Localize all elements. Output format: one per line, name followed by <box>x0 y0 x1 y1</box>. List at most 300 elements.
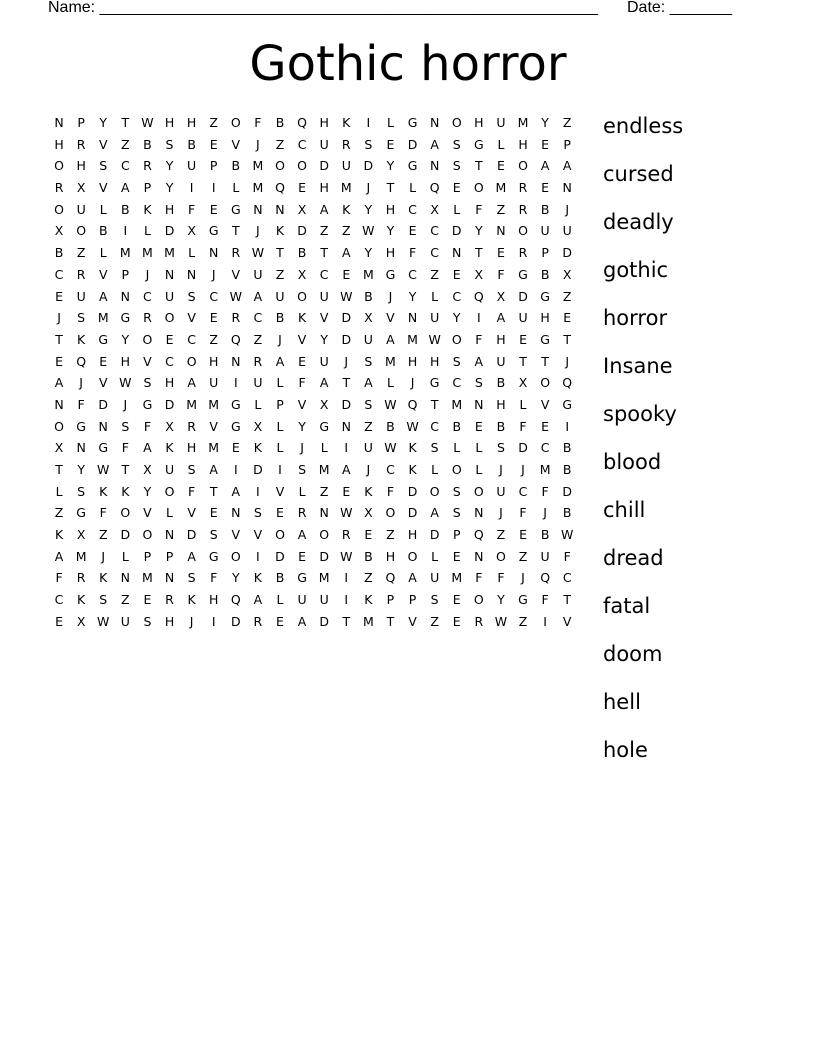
grid-letter: J <box>256 223 260 239</box>
grid-letter: A <box>496 310 506 326</box>
grid-letter: V <box>408 613 417 629</box>
grid-letter: B <box>562 440 572 456</box>
grid-letter: L <box>276 440 284 456</box>
grid-letter: U <box>209 375 219 391</box>
grid-letter: Z <box>496 201 506 217</box>
grid-letter: W <box>119 375 132 391</box>
grid-letter: W <box>406 418 419 434</box>
grid-letter: W <box>428 331 441 347</box>
grid-letter: D <box>319 613 329 629</box>
grid-letter: Z <box>121 592 130 608</box>
grid-letter: C <box>408 201 417 217</box>
grid-letter: J <box>256 136 260 152</box>
grid-letter: N <box>54 396 64 412</box>
grid-letter: G <box>518 592 528 608</box>
grid-letter: X <box>54 440 64 456</box>
grid-letter: I <box>256 548 260 564</box>
grid-letter: M <box>362 266 374 282</box>
grid-letter: X <box>143 462 152 477</box>
grid-letter: L <box>188 245 196 261</box>
grid-letter: D <box>341 310 352 326</box>
grid-letter: U <box>430 570 440 586</box>
grid-letter: Q <box>385 570 396 586</box>
grid-letter: K <box>408 440 417 456</box>
grid-letter: R <box>518 201 528 217</box>
grid-letter: U <box>164 462 175 477</box>
grid-letter: I <box>233 375 238 391</box>
grid-letter: N <box>429 115 440 130</box>
grid-letter: K <box>77 592 86 608</box>
grid-letter: R <box>297 505 307 521</box>
grid-letter: G <box>319 418 330 434</box>
grid-letter: J <box>211 266 216 282</box>
grid-letter: S <box>99 592 108 608</box>
grid-letter: H <box>54 136 64 152</box>
grid-letter: P <box>209 158 218 174</box>
grid-letter: H <box>540 310 550 326</box>
grid-letter: E <box>165 331 174 347</box>
grid-letter: F <box>497 266 505 282</box>
grid-letter: N <box>496 223 506 239</box>
grid-letter: S <box>187 570 196 586</box>
grid-letter: L <box>254 396 262 412</box>
grid-letter: H <box>186 440 197 456</box>
grid-letter: E <box>276 613 284 629</box>
grid-letter: X <box>76 613 86 629</box>
grid-letter: M <box>252 180 264 196</box>
grid-letter: S <box>452 505 461 521</box>
grid-letter: U <box>297 592 307 608</box>
grid-letter: A <box>143 440 152 456</box>
grid-letter: Y <box>452 310 461 326</box>
grid-letter: E <box>99 353 108 369</box>
grid-letter: U <box>319 353 329 369</box>
grid-letter: X <box>364 505 373 521</box>
grid-letter: G <box>142 396 153 412</box>
grid-letter: O <box>54 201 64 217</box>
grid-letter: D <box>407 505 418 521</box>
grid-letter: B <box>540 527 550 543</box>
grid-letter: E <box>209 136 218 152</box>
grid-letter: R <box>518 180 528 196</box>
grid-letter: V <box>143 505 152 521</box>
grid-letter: R <box>518 245 528 261</box>
grid-letter: P <box>143 548 152 564</box>
grid-letter: C <box>408 266 417 282</box>
grid-letter: M <box>451 570 463 586</box>
grid-letter: Z <box>430 266 439 282</box>
word-list-item: Insane <box>603 354 673 378</box>
grid-letter: S <box>77 310 86 326</box>
grid-letter: A <box>319 375 329 391</box>
grid-letter: Y <box>99 115 108 130</box>
grid-letter: U <box>341 158 351 174</box>
grid-letter: A <box>364 375 373 391</box>
grid-letter: H <box>385 548 396 564</box>
grid-letter: O <box>518 158 528 174</box>
grid-letter: C <box>452 288 462 304</box>
grid-letter: Y <box>541 115 549 130</box>
grid-letter: T <box>563 331 572 347</box>
grid-letter: E <box>143 592 152 608</box>
grid-letter: V <box>98 136 108 152</box>
grid-letter: X <box>430 201 439 217</box>
grid-letter: T <box>541 353 549 369</box>
grid-letter: H <box>209 592 219 608</box>
grid-letter: J <box>565 353 570 369</box>
grid-letter: W <box>251 245 265 261</box>
grid-letter: U <box>76 288 86 304</box>
grid-letter: Y <box>364 201 373 217</box>
grid-letter: Y <box>408 288 417 304</box>
grid-letter: K <box>364 592 373 608</box>
grid-letter: E <box>342 483 351 499</box>
grid-letter: B <box>121 201 130 217</box>
grid-letter: Q <box>230 331 241 347</box>
grid-letter: E <box>452 266 461 282</box>
grid-letter: N <box>186 266 197 282</box>
grid-letter: O <box>230 548 241 564</box>
name-line <box>48 0 598 19</box>
grid-letter: L <box>320 440 328 456</box>
grid-letter: N <box>407 310 418 326</box>
grid-letter: S <box>298 462 307 477</box>
grid-letter: Z <box>562 288 572 304</box>
grid-letter: E <box>519 331 527 347</box>
grid-letter: O <box>473 483 484 499</box>
grid-letter: F <box>475 331 483 347</box>
grid-letter: V <box>297 396 307 412</box>
grid-letter: A <box>540 158 550 174</box>
grid-letter: L <box>431 288 439 304</box>
grid-letter: B <box>386 418 395 434</box>
grid-letter: H <box>164 375 175 391</box>
grid-letter: E <box>209 201 218 217</box>
grid-letter: X <box>319 396 329 412</box>
grid-letter: B <box>540 266 550 282</box>
grid-letter: O <box>164 483 175 499</box>
grid-letter: T <box>55 462 63 477</box>
grid-letter: B <box>275 115 285 130</box>
grid-letter: W <box>340 288 353 304</box>
word-list-item: chill <box>603 498 646 522</box>
grid-letter: X <box>253 418 263 434</box>
grid-letter: H <box>186 115 197 130</box>
grid-letter: S <box>143 375 152 391</box>
grid-letter: B <box>187 136 196 152</box>
grid-letter: D <box>518 440 528 456</box>
grid-letter: H <box>209 353 219 369</box>
grid-letter: L <box>276 592 284 608</box>
grid-letter: X <box>76 527 86 543</box>
grid-letter: A <box>474 353 484 369</box>
grid-letter: P <box>276 396 284 412</box>
grid-letter: C <box>518 483 528 499</box>
grid-letter: F <box>298 375 306 391</box>
grid-letter: H <box>429 353 440 369</box>
grid-letter: E <box>298 180 307 196</box>
grid-letter: O <box>54 158 64 174</box>
grid-letter: Z <box>209 115 218 130</box>
grid-letter: K <box>165 440 174 456</box>
grid-letter: H <box>164 115 175 130</box>
grid-letter: R <box>253 353 263 369</box>
grid-letter: A <box>562 158 572 174</box>
grid-letter: A <box>187 375 196 391</box>
grid-letter: Y <box>386 158 395 174</box>
grid-letter: L <box>386 375 394 391</box>
name-label: Name: <box>48 0 96 16</box>
grid-letter: U <box>164 288 175 304</box>
grid-letter: Z <box>98 527 108 543</box>
grid-letter: V <box>319 310 329 326</box>
grid-letter: L <box>232 180 240 196</box>
grid-letter: G <box>208 223 219 239</box>
grid-letter: F <box>143 418 152 434</box>
grid-letter: L <box>166 505 173 521</box>
grid-letter: D <box>230 613 241 629</box>
grid-letter: O <box>186 353 197 369</box>
grid-letter: O <box>518 223 528 239</box>
grid-letter: I <box>211 613 216 629</box>
grid-letter: K <box>99 483 108 499</box>
grid-letter: L <box>298 483 306 499</box>
grid-letter: M <box>142 245 153 261</box>
grid-letter: N <box>562 180 572 196</box>
grid-letter: A <box>54 548 64 564</box>
grid-letter: Q <box>76 353 87 369</box>
grid-letter: R <box>231 245 241 261</box>
grid-letter: E <box>386 136 395 152</box>
grid-letter: C <box>54 592 64 608</box>
grid-letter: T <box>430 396 439 412</box>
grid-letter: J <box>410 375 415 391</box>
grid-letter: A <box>275 353 285 369</box>
grid-letter: K <box>297 310 307 326</box>
grid-letter: N <box>98 418 108 434</box>
grid-letter: G <box>120 310 131 326</box>
grid-letter: O <box>473 592 484 608</box>
grid-letter: I <box>565 418 570 434</box>
grid-letter: I <box>123 223 128 239</box>
grid-letter: Q <box>230 592 241 608</box>
grid-letter: T <box>342 375 351 391</box>
grid-letter: J <box>278 331 282 347</box>
grid-letter: Q <box>429 180 440 196</box>
grid-letter: M <box>318 462 330 477</box>
grid-letter: W <box>141 115 154 130</box>
grid-letter: A <box>121 180 130 196</box>
grid-letter: H <box>407 527 418 543</box>
grid-letter: T <box>475 245 483 261</box>
grid-letter: U <box>253 375 263 391</box>
word-list-item: endless <box>603 114 684 138</box>
grid-letter: Q <box>540 570 551 586</box>
grid-letter: U <box>319 592 329 608</box>
grid-letter: N <box>209 245 219 261</box>
grid-letter: L <box>475 440 483 456</box>
grid-letter: D <box>186 527 197 543</box>
grid-letter: E <box>55 613 63 629</box>
grid-letter: H <box>164 613 175 629</box>
grid-letter: Z <box>430 613 439 629</box>
date-line <box>627 0 732 19</box>
grid-letter: T <box>519 353 527 369</box>
grid-letter: D <box>407 136 418 152</box>
grid-letter: J <box>521 570 525 586</box>
word-list-item: doom <box>603 642 663 666</box>
grid-letter: G <box>385 266 396 282</box>
grid-letter: G <box>540 288 550 304</box>
grid-letter: D <box>164 396 175 412</box>
grid-letter: J <box>521 462 525 477</box>
grid-letter: L <box>99 245 107 261</box>
grid-letter: V <box>562 613 572 629</box>
grid-letter: V <box>98 180 108 196</box>
grid-letter: Q <box>562 375 573 391</box>
grid-letter: U <box>363 440 373 456</box>
grid-letter: N <box>120 570 130 586</box>
date-label: Date: <box>627 0 666 16</box>
grid-letter: E <box>55 288 63 304</box>
grid-letter: Y <box>231 570 240 586</box>
grid-letter: E <box>298 548 307 564</box>
grid-letter: S <box>187 462 196 477</box>
grid-letter: S <box>165 136 174 152</box>
grid-letter: Y <box>77 462 85 477</box>
grid-letter: R <box>54 180 64 196</box>
word-list-item: blood <box>603 450 662 474</box>
grid-letter: C <box>54 266 64 282</box>
grid-letter: J <box>388 288 393 304</box>
grid-letter: T <box>121 462 130 477</box>
grid-letter: O <box>164 310 175 326</box>
grid-letter: Q <box>407 396 418 412</box>
grid-letter: O <box>429 483 440 499</box>
grid-letter: E <box>496 245 505 261</box>
grid-letter: O <box>76 223 87 239</box>
grid-letter: M <box>407 331 418 347</box>
grid-letter: G <box>98 331 109 347</box>
grid-letter: A <box>341 245 351 261</box>
grid-letter: V <box>187 310 196 326</box>
grid-letter: H <box>76 158 86 174</box>
grid-letter: E <box>474 418 483 434</box>
grid-letter: J <box>499 505 503 521</box>
grid-letter: L <box>431 462 439 477</box>
grid-letter: S <box>364 136 373 152</box>
grid-letter: R <box>231 310 241 326</box>
grid-letter: Z <box>386 527 395 543</box>
grid-letter: C <box>165 353 174 369</box>
grid-letter: D <box>451 223 462 239</box>
word-list-item: cursed <box>603 162 674 186</box>
grid-letter: A <box>297 613 307 629</box>
grid-letter: F <box>77 396 85 412</box>
grid-letter: K <box>275 223 285 239</box>
grid-letter: Z <box>518 548 528 564</box>
grid-letter: E <box>452 548 461 564</box>
grid-letter: C <box>253 310 263 326</box>
grid-letter: N <box>76 440 86 456</box>
grid-letter: E <box>209 505 218 521</box>
grid-letter: I <box>476 310 481 326</box>
grid-letter: E <box>408 223 417 239</box>
grid-letter: J <box>101 548 106 564</box>
grid-letter: B <box>496 418 506 434</box>
grid-letter: J <box>366 462 371 477</box>
grid-letter: G <box>540 331 550 347</box>
grid-letter: N <box>319 505 329 521</box>
word-list-item: spooky <box>603 402 677 426</box>
grid-letter: K <box>121 483 130 499</box>
grid-letter: X <box>187 223 196 239</box>
grid-letter: L <box>276 418 284 434</box>
grid-letter: C <box>540 440 550 456</box>
grid-letter: B <box>275 570 285 586</box>
grid-letter: N <box>474 396 484 412</box>
grid-letter: Q <box>473 288 484 304</box>
grid-letter: J <box>499 462 503 477</box>
grid-letter: G <box>98 440 109 456</box>
grid-letter: B <box>98 223 108 239</box>
grid-letter: M <box>142 570 153 586</box>
grid-letter: H <box>496 331 506 347</box>
grid-letter: N <box>231 353 241 369</box>
grid-letter: H <box>407 353 418 369</box>
grid-letter: L <box>453 440 461 456</box>
grid-letter: X <box>76 180 86 196</box>
grid-letter: N <box>452 245 462 261</box>
grid-letter: H <box>164 201 175 217</box>
grid-letter: A <box>341 462 351 477</box>
grid-letter: M <box>495 180 507 196</box>
grid-letter: V <box>143 353 152 369</box>
grid-letter: O <box>297 288 307 304</box>
grid-letter: Y <box>143 483 152 499</box>
grid-letter: Z <box>209 331 218 347</box>
grid-letter: I <box>543 613 547 629</box>
grid-letter: A <box>231 483 241 499</box>
grid-letter: C <box>143 288 152 304</box>
grid-letter: C <box>187 331 196 347</box>
grid-letter: M <box>252 158 264 174</box>
grid-letter: Z <box>76 245 86 261</box>
grid-letter: Y <box>497 592 505 608</box>
grid-letter: B <box>297 245 307 261</box>
grid-letter: S <box>77 483 86 499</box>
grid-letter: A <box>297 527 307 543</box>
grid-letter: Z <box>253 331 263 347</box>
grid-letter: T <box>563 592 572 608</box>
grid-letter: X <box>364 310 373 326</box>
grid-letter: H <box>120 353 131 369</box>
grid-letter: S <box>99 158 108 174</box>
grid-letter: T <box>276 245 284 261</box>
grid-letter: V <box>98 266 108 282</box>
grid-letter: E <box>452 613 461 629</box>
grid-letter: Y <box>298 418 306 434</box>
grid-letter: L <box>497 136 505 152</box>
grid-letter: E <box>563 310 572 326</box>
grid-letter: B <box>452 418 462 434</box>
grid-letter: B <box>364 548 373 564</box>
grid-letter: K <box>143 201 152 217</box>
grid-letter: R <box>165 592 174 608</box>
grid-letter: B <box>562 462 572 477</box>
grid-letter: N <box>164 527 175 543</box>
grid-letter: N <box>474 548 484 564</box>
